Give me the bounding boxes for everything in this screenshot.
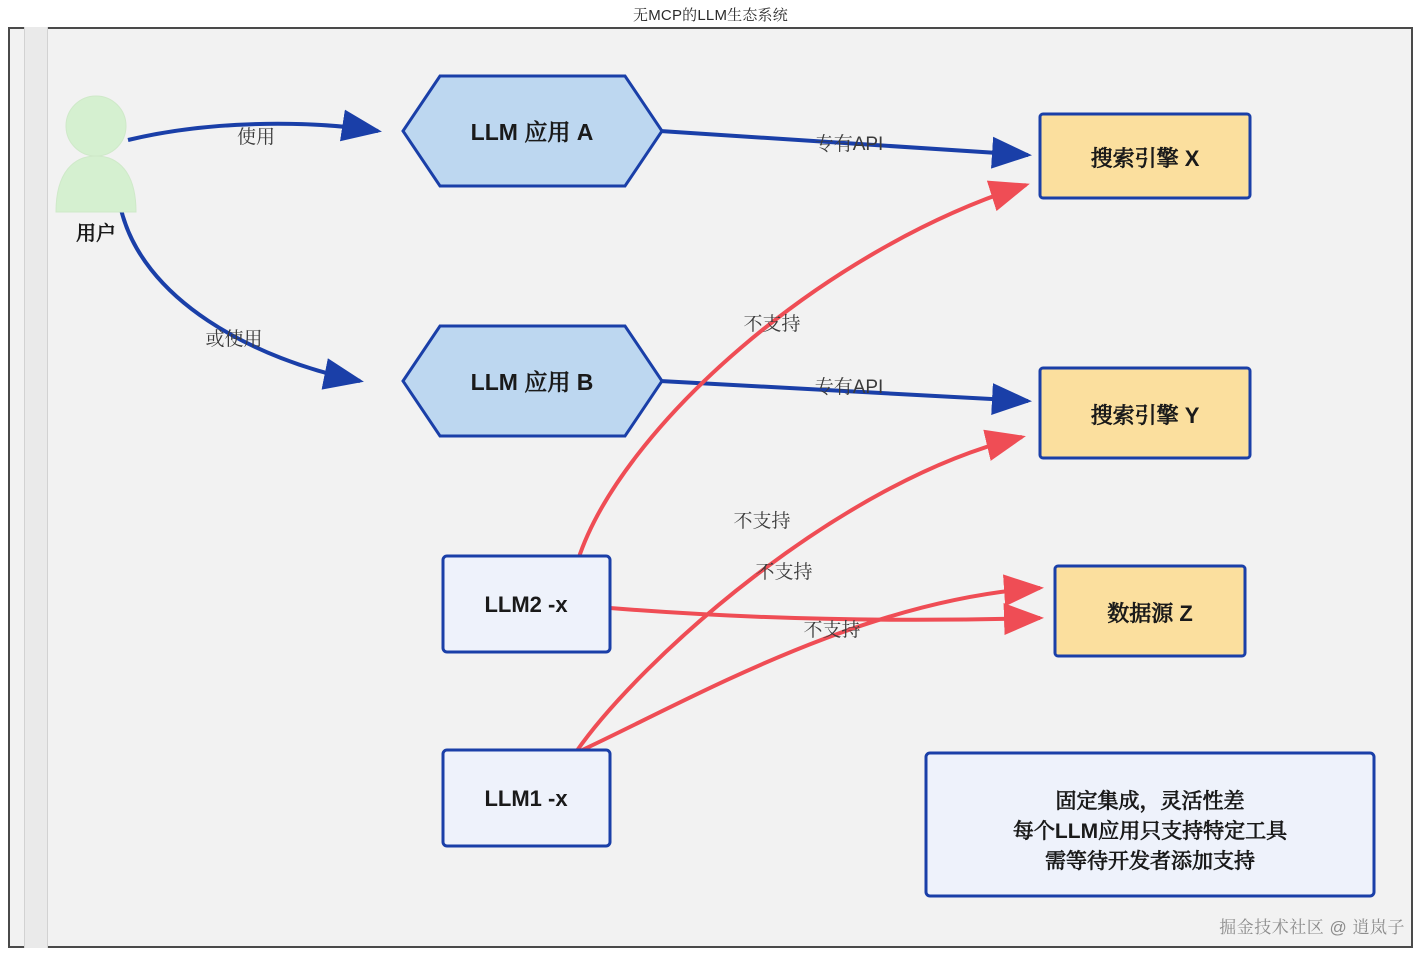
node-user-label: 用户: [76, 223, 116, 245]
node-llm2[interactable]: [443, 556, 610, 652]
node-llm1[interactable]: [443, 750, 610, 846]
node-llm-app-b[interactable]: [403, 326, 662, 436]
edge-user-to-llm-app-b: [120, 205, 360, 381]
edge-label-use: 使用: [236, 127, 276, 148]
node-search-engine-x[interactable]: [1040, 114, 1250, 198]
edge-llm2-to-datasource-z: [610, 608, 1040, 620]
node-search-engine-y[interactable]: [1040, 368, 1250, 458]
note-line-2: 每个LLM应用只支持特定工具: [1012, 820, 1288, 843]
note-line-1: 固定集成，灵活性差: [1055, 790, 1245, 813]
node-llm-app-a[interactable]: [403, 76, 662, 186]
node-search-engine-y-label: 搜索引擎 Y: [1090, 403, 1200, 428]
node-search-engine-x-label: 搜索引擎 X: [1090, 146, 1200, 171]
edge-label-unsupported-1: 不支持: [743, 314, 801, 335]
edge-label-proprietary-api-b: 专有API: [814, 377, 884, 398]
edge-llm1-to-search-y: [576, 437, 1022, 752]
node-datasource-z-label: 数据源 Z: [1107, 601, 1193, 626]
edge-label-unsupported-3: 不支持: [755, 562, 813, 583]
node-datasource-z[interactable]: [1055, 566, 1245, 656]
edge-label-or-use: 或使用: [205, 329, 263, 350]
edge-label-unsupported-4: 不支持: [803, 620, 861, 641]
note-line-3: 需等待开发者添加支持: [1045, 850, 1255, 873]
node-llm-app-a-label: LLM 应用 A: [470, 119, 594, 145]
note-box: [926, 753, 1374, 896]
page-title: 无MCP的LLM生态系统: [633, 7, 788, 24]
node-llm2-label: LLM2 -x: [484, 592, 568, 617]
node-llm1-label: LLM1 -x: [484, 786, 568, 811]
watermark: 掘金技术社区 @ 逍岚子: [1219, 918, 1405, 937]
edge-label-proprietary-api-a: 专有API: [814, 134, 884, 155]
edge-label-unsupported-2: 不支持: [733, 511, 791, 532]
node-llm-app-b-label: LLM 应用 B: [470, 369, 594, 395]
